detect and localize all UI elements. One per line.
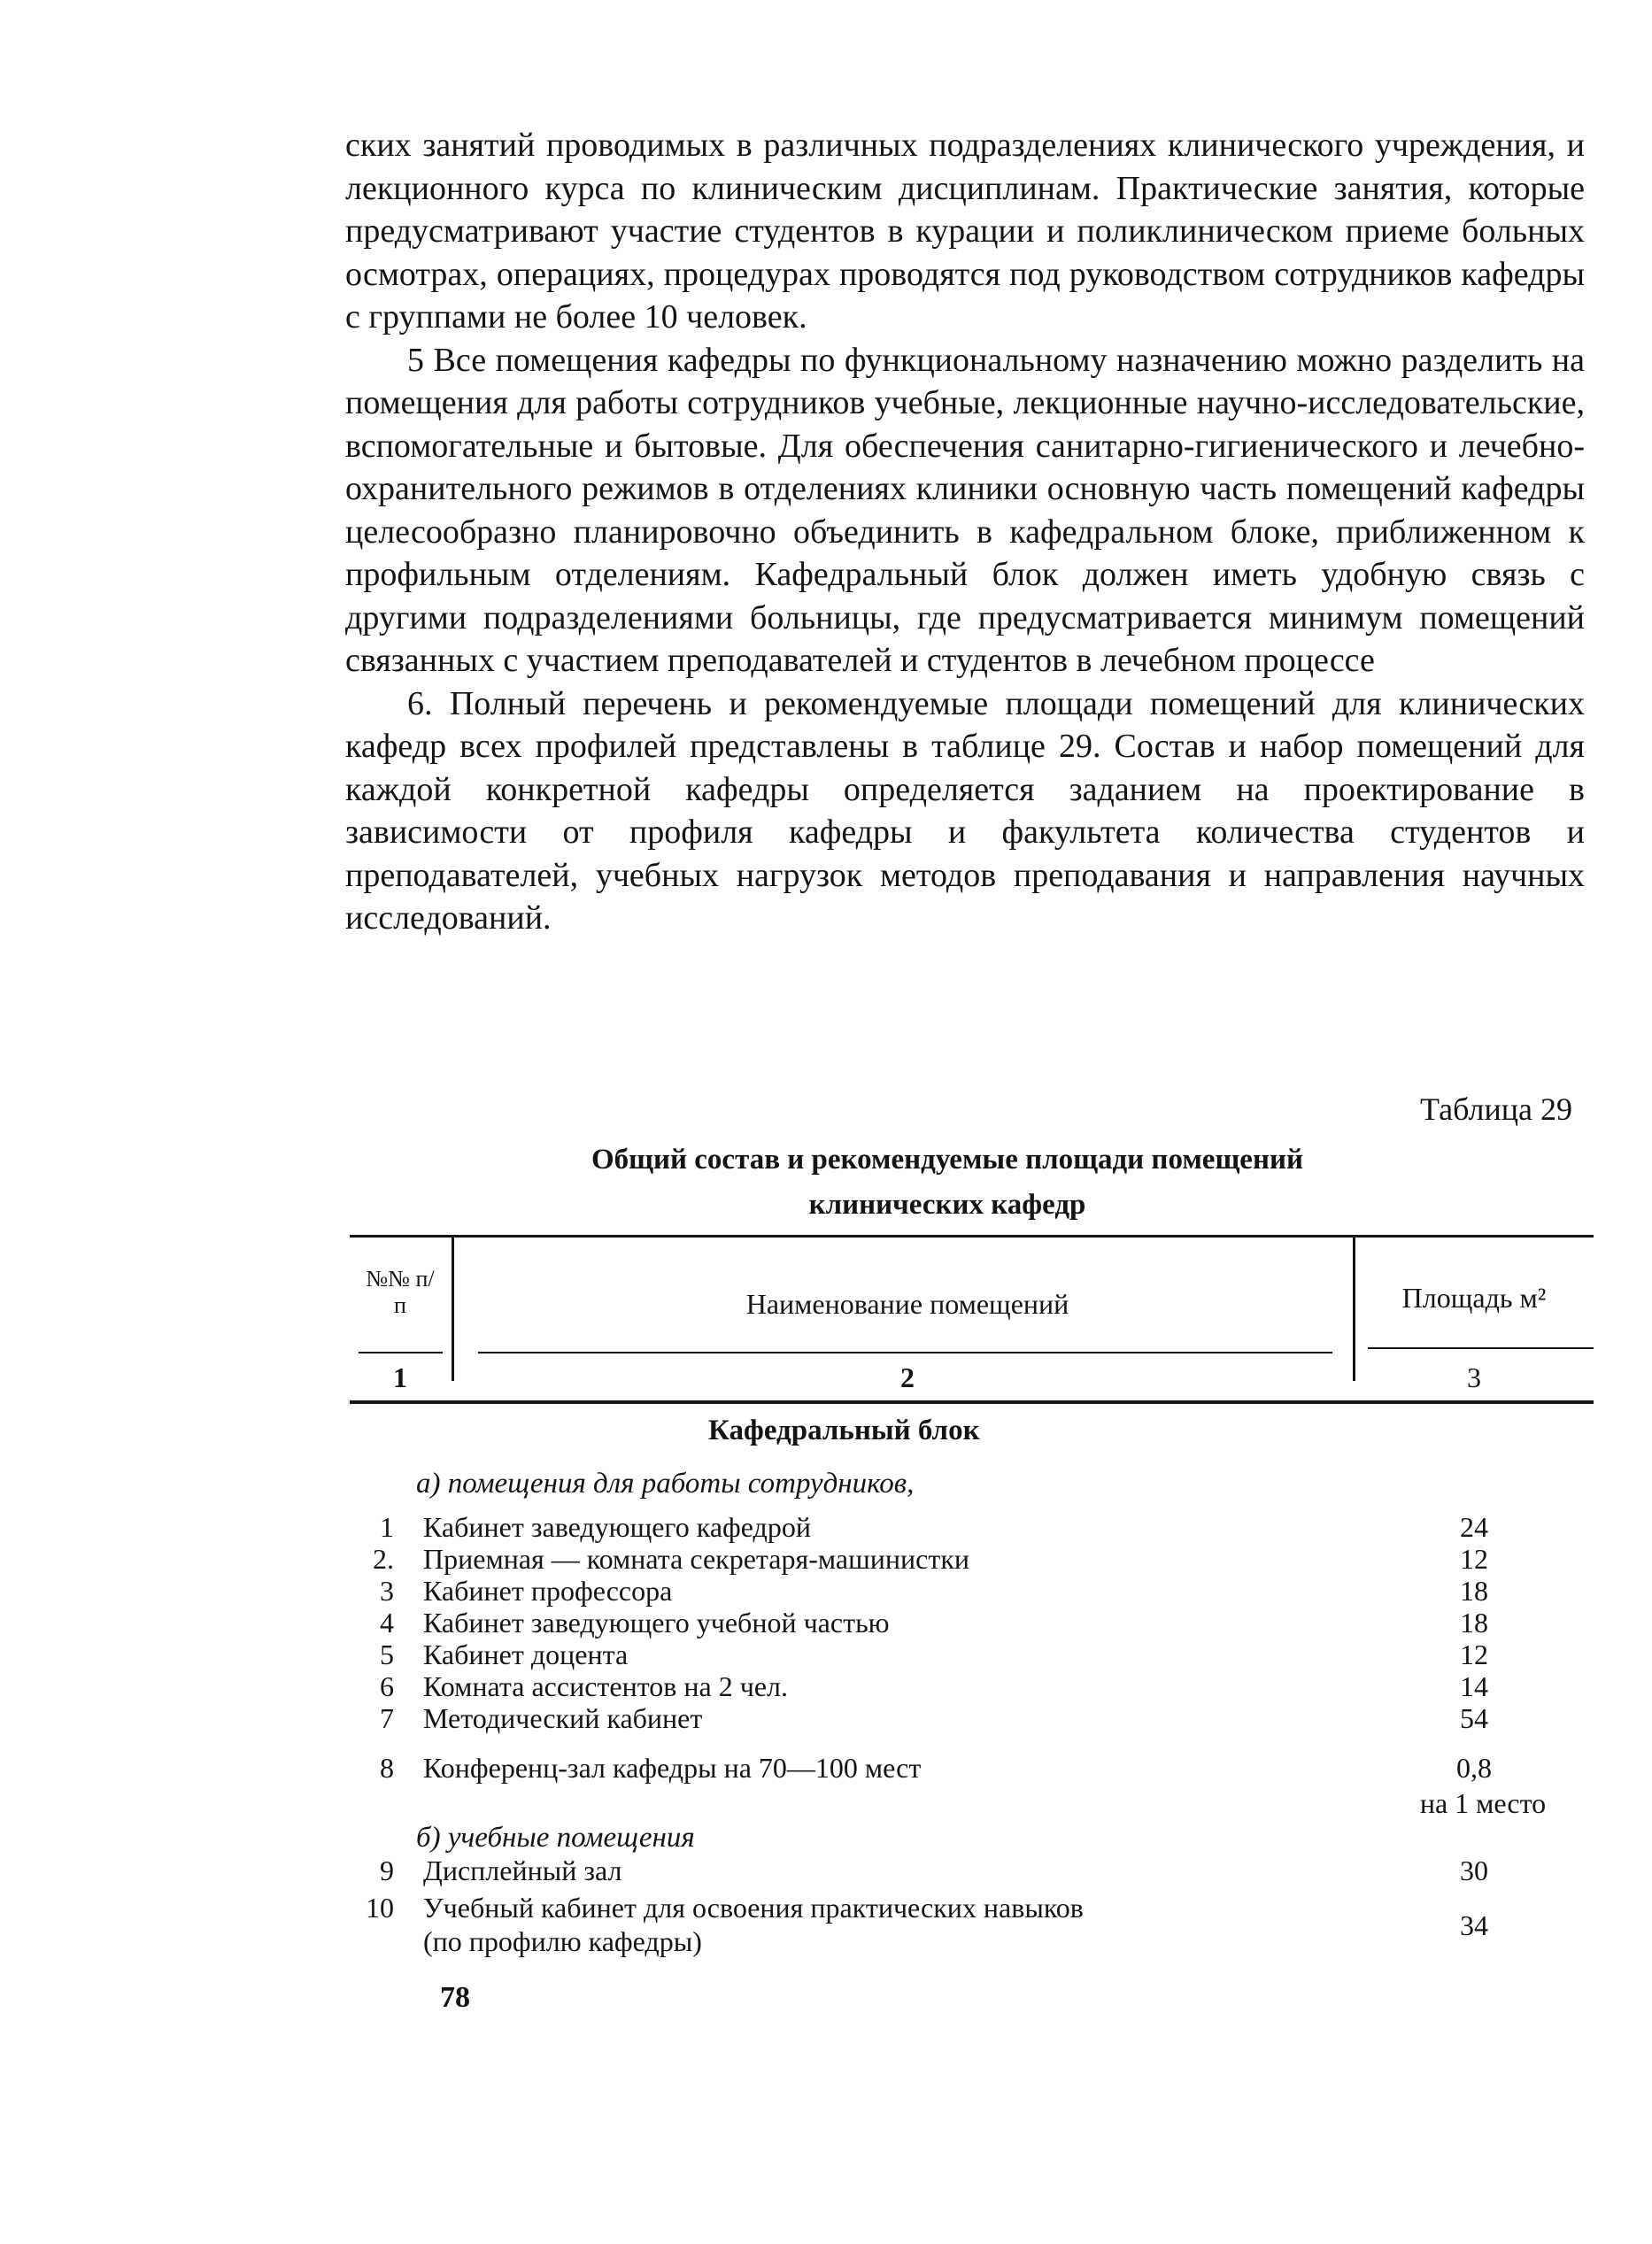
room-area: 12 bbox=[1460, 1543, 1488, 1575]
room-name: Комната ассистентов на 2 чел. bbox=[423, 1670, 788, 1702]
room-name-line1: Учебный кабинет для освоения практических навыков bbox=[423, 1892, 1084, 1924]
table-row bbox=[0, 1891, 1652, 1962]
row-number: 7 bbox=[380, 1702, 394, 1734]
table-title-line2: клинических кафедр bbox=[808, 1189, 1086, 1221]
room-name: Кабинет заведующего кафедрой bbox=[423, 1511, 811, 1543]
room-area: 12 bbox=[1460, 1639, 1488, 1670]
table-row bbox=[0, 1854, 1652, 1889]
table-row bbox=[0, 1542, 1652, 1577]
table-row bbox=[0, 1701, 1652, 1737]
row-number: 2. bbox=[373, 1543, 394, 1575]
header-col-area: Площадь м² bbox=[1401, 1282, 1547, 1314]
column-divider-1 bbox=[452, 1238, 454, 1381]
page-number: 78 bbox=[440, 1981, 470, 2014]
room-area: 24 bbox=[1460, 1511, 1488, 1543]
room-area: 18 bbox=[1460, 1575, 1488, 1607]
row-number: 3 bbox=[380, 1575, 394, 1607]
room-name: Кабинет доцента bbox=[423, 1639, 629, 1670]
table-header-bottom-rule bbox=[350, 1400, 1594, 1404]
column-number-rule-1 bbox=[359, 1352, 443, 1353]
table-title-line1: Общий состав и рекомендуемые площади помещений bbox=[591, 1144, 1303, 1176]
header-num-2: 2 bbox=[900, 1361, 915, 1393]
room-area-unit: на 1 место bbox=[1419, 1787, 1547, 1819]
table-label: Таблица 29 bbox=[1420, 1091, 1572, 1127]
header-num-1: 1 bbox=[393, 1361, 407, 1393]
row-number: 1 bbox=[380, 1511, 394, 1543]
table-top-rule bbox=[350, 1235, 1594, 1238]
room-name bbox=[423, 1891, 1308, 1958]
column-divider-2 bbox=[1353, 1238, 1355, 1381]
section-title: Кафедральный блок bbox=[708, 1415, 980, 1446]
paragraph-6: 6. Полный перечень и рекомендуемые площади помещений для клинических кафедр всех профилей представлены в таблице 29. Состав и набор помещений для каждой конкретной кафедры определяется заданием на проектирование в зависимости от профиля кафедры и факультета количества студентов и преподавателей, учебных нагрузок методов преподавания и направления научных исследований. bbox=[345, 684, 1585, 937]
row-number: 4 bbox=[380, 1607, 394, 1639]
table-row bbox=[0, 1638, 1652, 1673]
table-row bbox=[0, 1751, 1652, 1819]
row-number: 8 bbox=[380, 1752, 394, 1784]
table-title bbox=[496, 1137, 1399, 1228]
table-row bbox=[0, 1606, 1652, 1641]
row-number: 9 bbox=[380, 1855, 394, 1886]
header-col-number: №№ п/п bbox=[366, 1266, 435, 1318]
room-area: 14 bbox=[1460, 1670, 1488, 1702]
column-number-rule-2 bbox=[478, 1352, 1332, 1353]
room-area: 34 bbox=[1460, 1909, 1488, 1941]
row-number: 10 bbox=[366, 1892, 394, 1924]
header-num-3: 3 bbox=[1467, 1361, 1481, 1393]
row-number: 5 bbox=[380, 1639, 394, 1670]
group-b-title: б) учебные помещения bbox=[416, 1822, 695, 1854]
paragraph-continuation: ских занятий проводимых в различных подразделениях клинического учреждения, и лекционного курса по клиническим дисциплинам. Практические занятия, которые предусматривают участие студентов в курации и поликлиническом приеме больных осмотрах, операциях, процедурах проводятся под руководством сотрудников кафедры с группами не более 10 человек. bbox=[345, 127, 1585, 335]
room-name: Конференц-зал кафедры на 70—100 мест bbox=[423, 1752, 922, 1784]
room-name: Методический кабинет bbox=[423, 1702, 703, 1734]
room-area: 30 bbox=[1460, 1855, 1488, 1886]
room-area: 18 bbox=[1460, 1607, 1488, 1639]
body-text bbox=[345, 124, 1585, 940]
row-number: 6 bbox=[380, 1670, 394, 1702]
column-number-rule-3 bbox=[1368, 1347, 1594, 1349]
table-row bbox=[0, 1574, 1652, 1609]
room-name: Дисплейный зал bbox=[423, 1855, 622, 1886]
group-a-title: а) помещения для работы сотрудников, bbox=[416, 1468, 915, 1500]
room-name-line2: (по профилю кафедры) bbox=[423, 1925, 702, 1957]
header-col-name: Наименование помещений bbox=[745, 1288, 1069, 1320]
paragraph-5: 5 Все помещения кафедры по функциональному назначению можно разделить на помещения для работы сотрудников учебные, лекционные научно-исследовательские, вспомогательные и бытовые. Для обеспечения санитарно-гигиенического и лечебно-охранительного режимов в отделениях клиники основную часть помещений кафедры целесообразно планировочно объединить в кафедральном блоке, приближенном к профильным отделениям. Кафедральный блок должен иметь удобную связь с другими подразделениями больницы, где предусматривается минимум помещений связанных с участием преподавателей и студентов в лечебном процессе bbox=[345, 341, 1585, 679]
room-area: 54 bbox=[1460, 1702, 1488, 1734]
room-name: Кабинет профессора bbox=[423, 1575, 673, 1607]
room-name: Приемная — комната секретаря-машинистки bbox=[423, 1543, 969, 1575]
table-row bbox=[0, 1510, 1652, 1546]
table-row bbox=[0, 1670, 1652, 1705]
room-name: Кабинет заведующего учебной частью bbox=[423, 1607, 890, 1639]
room-area: 0,8 bbox=[1456, 1752, 1492, 1784]
